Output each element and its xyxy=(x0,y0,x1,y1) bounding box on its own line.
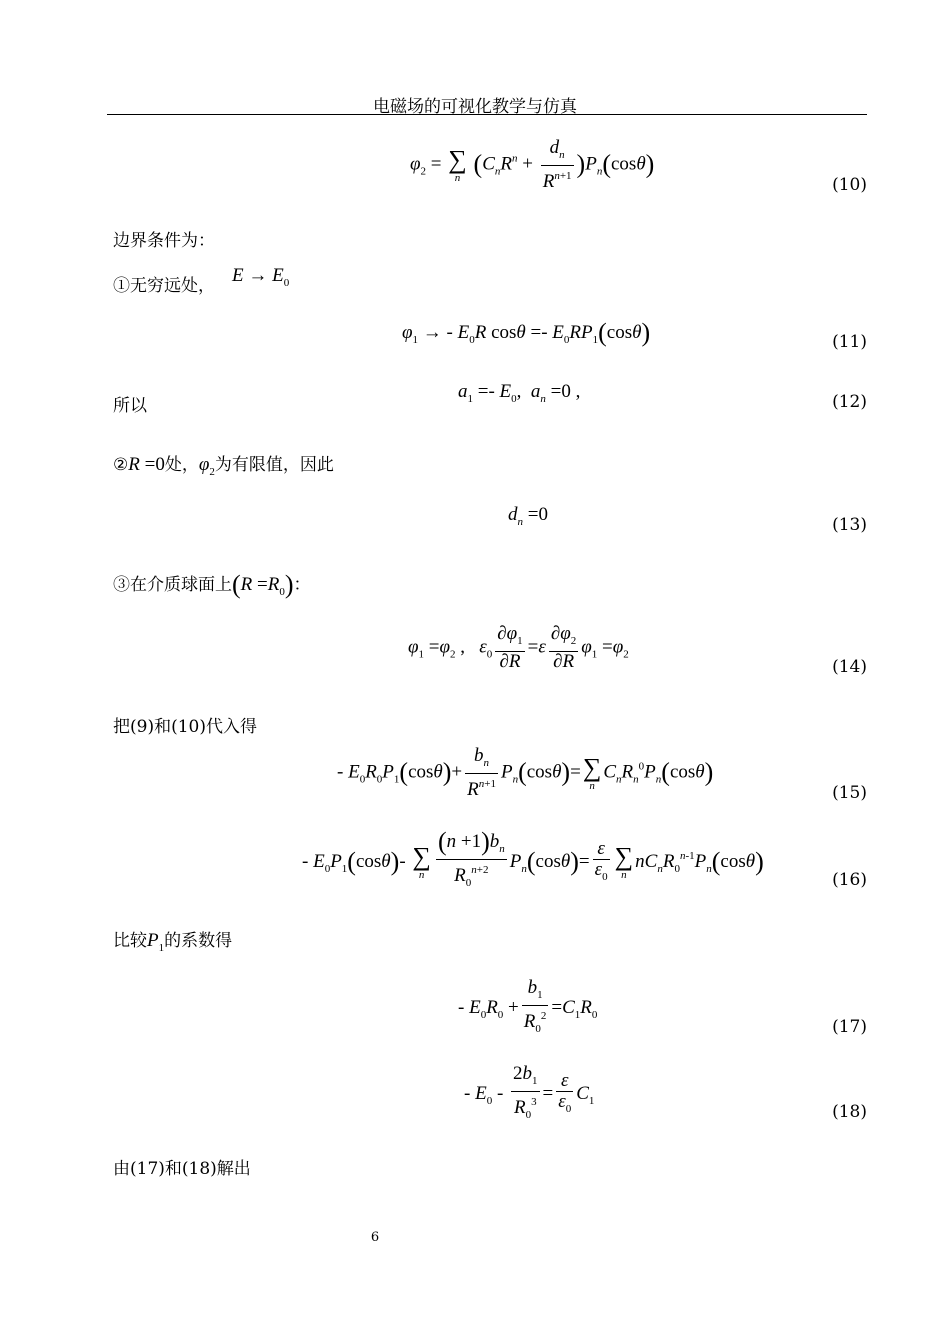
equation-number-15: (15) xyxy=(832,783,867,803)
equation-13: $d_n =0$ xyxy=(508,504,548,528)
equation-11: $\varphi_1$ → - $E_0R$ $\cos\theta =- E_0RP_1(\cos\theta)$ xyxy=(402,318,651,347)
equation-18: - $E_0$ - $\frac{2b_1}{R_0^3}$ = $\frac{\varepsilon}{\varepsilon_0}$ $C_1$ xyxy=(464,1063,595,1121)
compare-prefix: 比较 xyxy=(113,931,147,951)
condition-1-label: ①无穷远处， xyxy=(113,276,215,296)
compare-suffix: 的系数得 xyxy=(164,931,233,951)
equation-number-17: (17) xyxy=(832,1017,867,1037)
equation-number-16: (16) xyxy=(832,870,867,890)
equation-number-12: (12) xyxy=(832,392,867,412)
page-number: 6 xyxy=(370,1230,380,1245)
equation-17: - $E_0R_0$ + $\frac{b_1}{R_0^2}$ $=C_1R_0$ xyxy=(458,977,598,1035)
page-header-title: 电磁场的可视化教学与仿真 xyxy=(373,97,577,117)
compare-math: $P_1$ xyxy=(147,930,165,954)
condition-2-math-r: R =0 xyxy=(128,454,165,475)
equation-14: $\varphi_1 =\varphi_2$ , $\varepsilon_0$ $\frac{\partial\varphi_1}{\partial R}$ =ε $\frac{\partial\varphi_2}{\partial R}$ $\varphi_1 =\varphi_2$ xyxy=(408,623,629,672)
equation-12: $a_1 =- E_0$, $a_n =0$ , xyxy=(458,381,581,405)
solve-text: 由(17)和(18)解出 xyxy=(113,1159,251,1179)
equation-number-14: (14) xyxy=(832,657,867,677)
condition-2-math-phi: $\varphi_2$ xyxy=(198,454,215,478)
condition-1-math: $E \to E_0$ xyxy=(232,265,290,289)
header-rule xyxy=(107,114,867,115)
equation-16: - $E_0P_1(\cos\theta)-$ ∑ n $\frac{(n +1)b_n}{R_0^{n+2}}$ $P_n(\cos\theta)=$ $\frac{\varepsilon}{\varepsilon_0}$ ∑ n $nC_nR_0^{n-1}P_n(\cos\theta)$ xyxy=(302,827,764,889)
condition-3-suffix: ： xyxy=(293,575,311,595)
condition-2-prefix: ② xyxy=(113,455,129,475)
so-label: 所以 xyxy=(113,396,147,416)
condition-2-mid: 处， xyxy=(164,455,199,475)
compare-line xyxy=(113,926,232,954)
boundary-intro: 边界条件为： xyxy=(113,231,215,251)
equation-10: $\varphi_2$ = ∑ n ($C_nR^n$ + $\frac{d_n}{R^{n+1}}$ )$P_n(\cos\theta)$ xyxy=(410,137,655,192)
condition-3-line xyxy=(113,570,311,600)
condition-2-suffix: 为有限值，因此 xyxy=(214,455,334,475)
equation-number-10: (10) xyxy=(832,175,867,195)
equation-number-18: (18) xyxy=(832,1102,867,1122)
equation-15: - $E_0R_0P_1(\cos\theta)+$ $\frac{b_n}{R^{n+1}}$ $P_n(\cos\theta)=$ ∑ n $C_nR_n^0P_n(\cos\theta)$ xyxy=(337,745,714,800)
condition-3-prefix: ③在介质球面上 xyxy=(113,575,232,595)
equation-number-13: (13) xyxy=(832,515,867,535)
condition-2-line xyxy=(113,450,334,478)
condition-3-math: $(R =R_0)$ xyxy=(232,570,294,599)
substitute-text: 把(9)和(10)代入得 xyxy=(113,717,257,737)
equation-number-11: (11) xyxy=(832,332,867,352)
